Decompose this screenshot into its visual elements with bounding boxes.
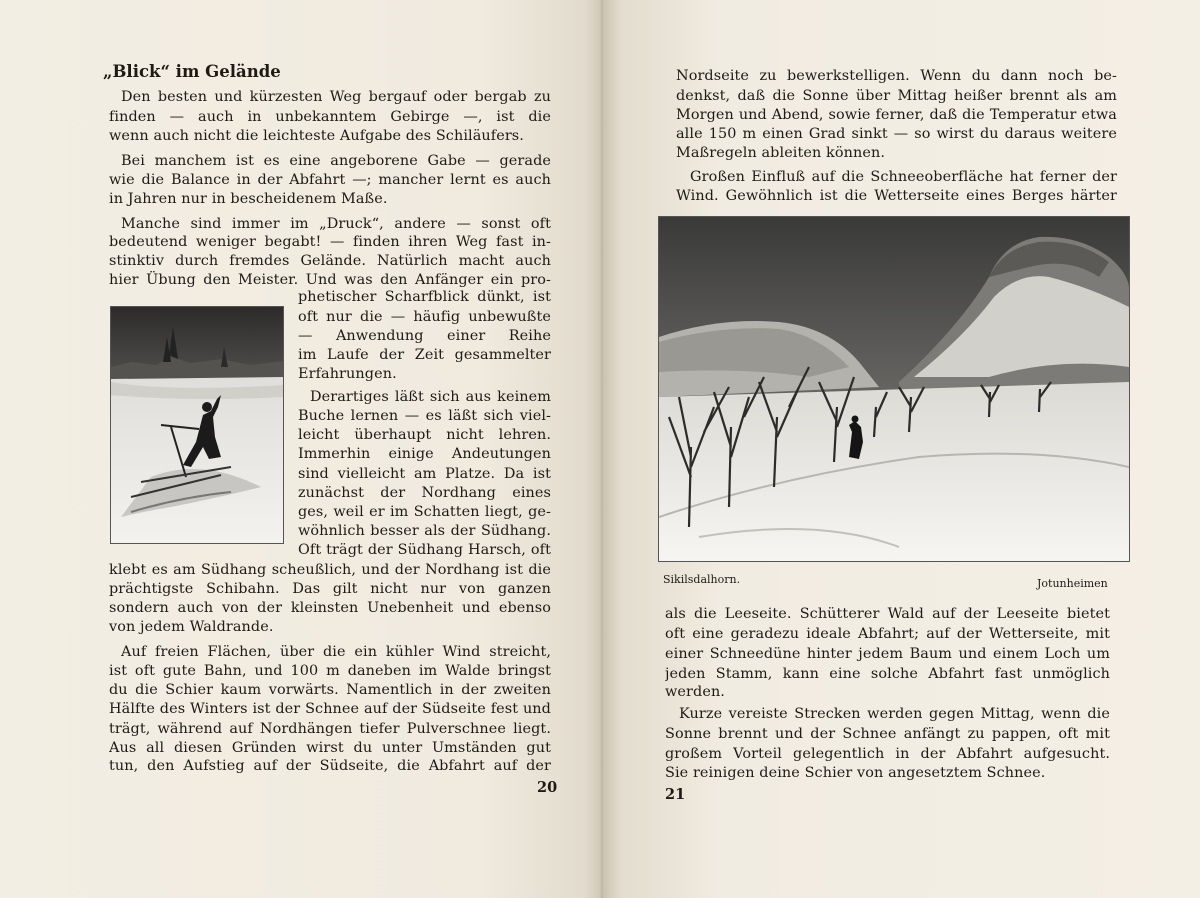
text-line: Erfahrungen. (298, 366, 397, 382)
text-line: hier Übung den Meister. Und was den Anfänger ein pro- (109, 272, 551, 288)
text-line: im Laufe der Zeit gesammelter (298, 347, 551, 363)
text-line: wie die Balance in der Abfahrt —; mancher lernt es auch (109, 172, 551, 188)
photo-caption-right: Jotunheimen (1037, 577, 1108, 590)
photo-caption-left: Sikilsdalhorn. (663, 573, 741, 586)
text-line: Derartiges läßt sich aus keinem (310, 389, 551, 405)
text-line: oft eine geradezu ideale Abfahrt; auf der Wetterseite, mit (665, 626, 1110, 642)
text-line: Bei manchem ist es eine angeborene Gabe — gerade (121, 153, 551, 169)
text-line: bedeutend weniger begabt! — finden ihren Weg fast in- (109, 234, 551, 250)
text-line: finden — auch in unbekanntem Gebirge —, ist die (109, 109, 551, 125)
text-line: Buche lernen — es läßt sich viel- (298, 408, 551, 424)
text-line: zunächst der Nordhang eines (298, 485, 551, 501)
text-line: Maßregeln ableiten können. (676, 145, 886, 161)
text-line: wenn auch nicht die leichteste Aufgabe des Schiläufers. (109, 128, 524, 144)
page-number-left: 20 (537, 779, 558, 796)
text-line: Kurze vereiste Strecken werden gegen Mittag, wenn die (679, 706, 1110, 722)
section-heading: „Blick“ im Gelände (103, 62, 281, 81)
right-page (603, 0, 1200, 898)
text-line: in Jahren nur in bescheidenem Maße. (109, 191, 388, 207)
text-line: tun, den Aufstieg auf der Südseite, die Abfahrt auf der (109, 758, 551, 774)
text-line: trägt, während auf Nordhängen tiefer Pulverschnee liegt. (109, 721, 551, 737)
text-line: einer Schneedüne hinter jedem Baum und einem Loch um (665, 646, 1110, 662)
text-line: jeden Stamm, kann eine solche Abfahrt fast unmöglich (665, 666, 1110, 682)
text-line: Auf freien Flächen, über die ein kühler Wind streicht, (121, 644, 551, 660)
text-line: phetischer Scharfblick dünkt, ist (298, 289, 551, 305)
text-line: werden. (665, 684, 725, 700)
text-line: Morgen und Abend, sowie ferner, daß die Temperatur etwa (676, 107, 1117, 123)
text-line: großem Vorteil gelegentlich in der Abfahrt aufgesucht. (665, 746, 1110, 762)
skier-photo (110, 306, 284, 544)
text-line: alle 150 m einen Grad sinkt — so wirst du daraus weitere (676, 126, 1117, 142)
text-line: Großen Einfluß auf die Schneeoberfläche hat ferner der (690, 169, 1117, 185)
text-line: von jedem Waldrande. (109, 619, 274, 635)
text-line: stinktiv durch fremdes Gelände. Natürlich macht auch (109, 253, 551, 269)
text-line: prächtigste Schibahn. Das gilt nicht nur von ganzen (109, 581, 551, 597)
text-line: sind vielleicht am Platze. Da ist (298, 466, 551, 482)
text-line: Sonne brennt und der Schnee anfängt zu pappen, oft mit (665, 726, 1110, 742)
text-line: oft nur die — häufig unbewußte (298, 309, 551, 325)
text-line: Aus all diesen Gründen wirst du unter Umständen gut (109, 740, 551, 756)
text-line: Oft trägt der Südhang Harsch, oft (298, 542, 551, 558)
text-line: als die Leeseite. Schütterer Wald auf der Leeseite bietet (665, 606, 1110, 622)
text-line: Manche sind immer im „Druck“, andere — sonst oft (121, 216, 551, 232)
text-line: Wind. Gewöhnlich ist die Wetterseite eines Berges härter (676, 188, 1117, 204)
text-line: ges, weil er im Schatten liegt, ge- (298, 504, 551, 520)
text-line: du die Schier kaum vorwärts. Namentlich in der zweiten (109, 682, 551, 698)
text-line: ist oft gute Bahn, und 100 m daneben im Walde bringst (109, 663, 551, 679)
text-line: sondern auch von der kleinsten Unebenheit und ebenso (109, 600, 551, 616)
text-line: Den besten und kürzesten Weg bergauf oder bergab zu (121, 89, 551, 105)
text-line: Sie reinigen deine Schier von angesetztem Schnee. (665, 765, 1046, 781)
page-number-right: 21 (665, 786, 686, 803)
text-line: Nordseite zu bewerkstelligen. Wenn du dann noch be- (676, 68, 1117, 84)
text-line: — Anwendung einer Reihe (298, 328, 551, 344)
text-line: denkst, daß die Sonne über Mittag heißer brennt als am (676, 88, 1117, 104)
text-line: wöhnlich besser als der Südhang. (298, 523, 551, 539)
text-line: leicht überhaupt nicht lehren. (298, 427, 551, 443)
text-line: klebt es am Südhang scheußlich, und der Nordhang ist die (109, 562, 551, 578)
text-line: Hälfte des Winters ist der Schnee auf der Südseite fest und (109, 701, 551, 717)
landscape-photo (658, 216, 1130, 562)
text-line: Immerhin einige Andeutungen (298, 446, 551, 462)
